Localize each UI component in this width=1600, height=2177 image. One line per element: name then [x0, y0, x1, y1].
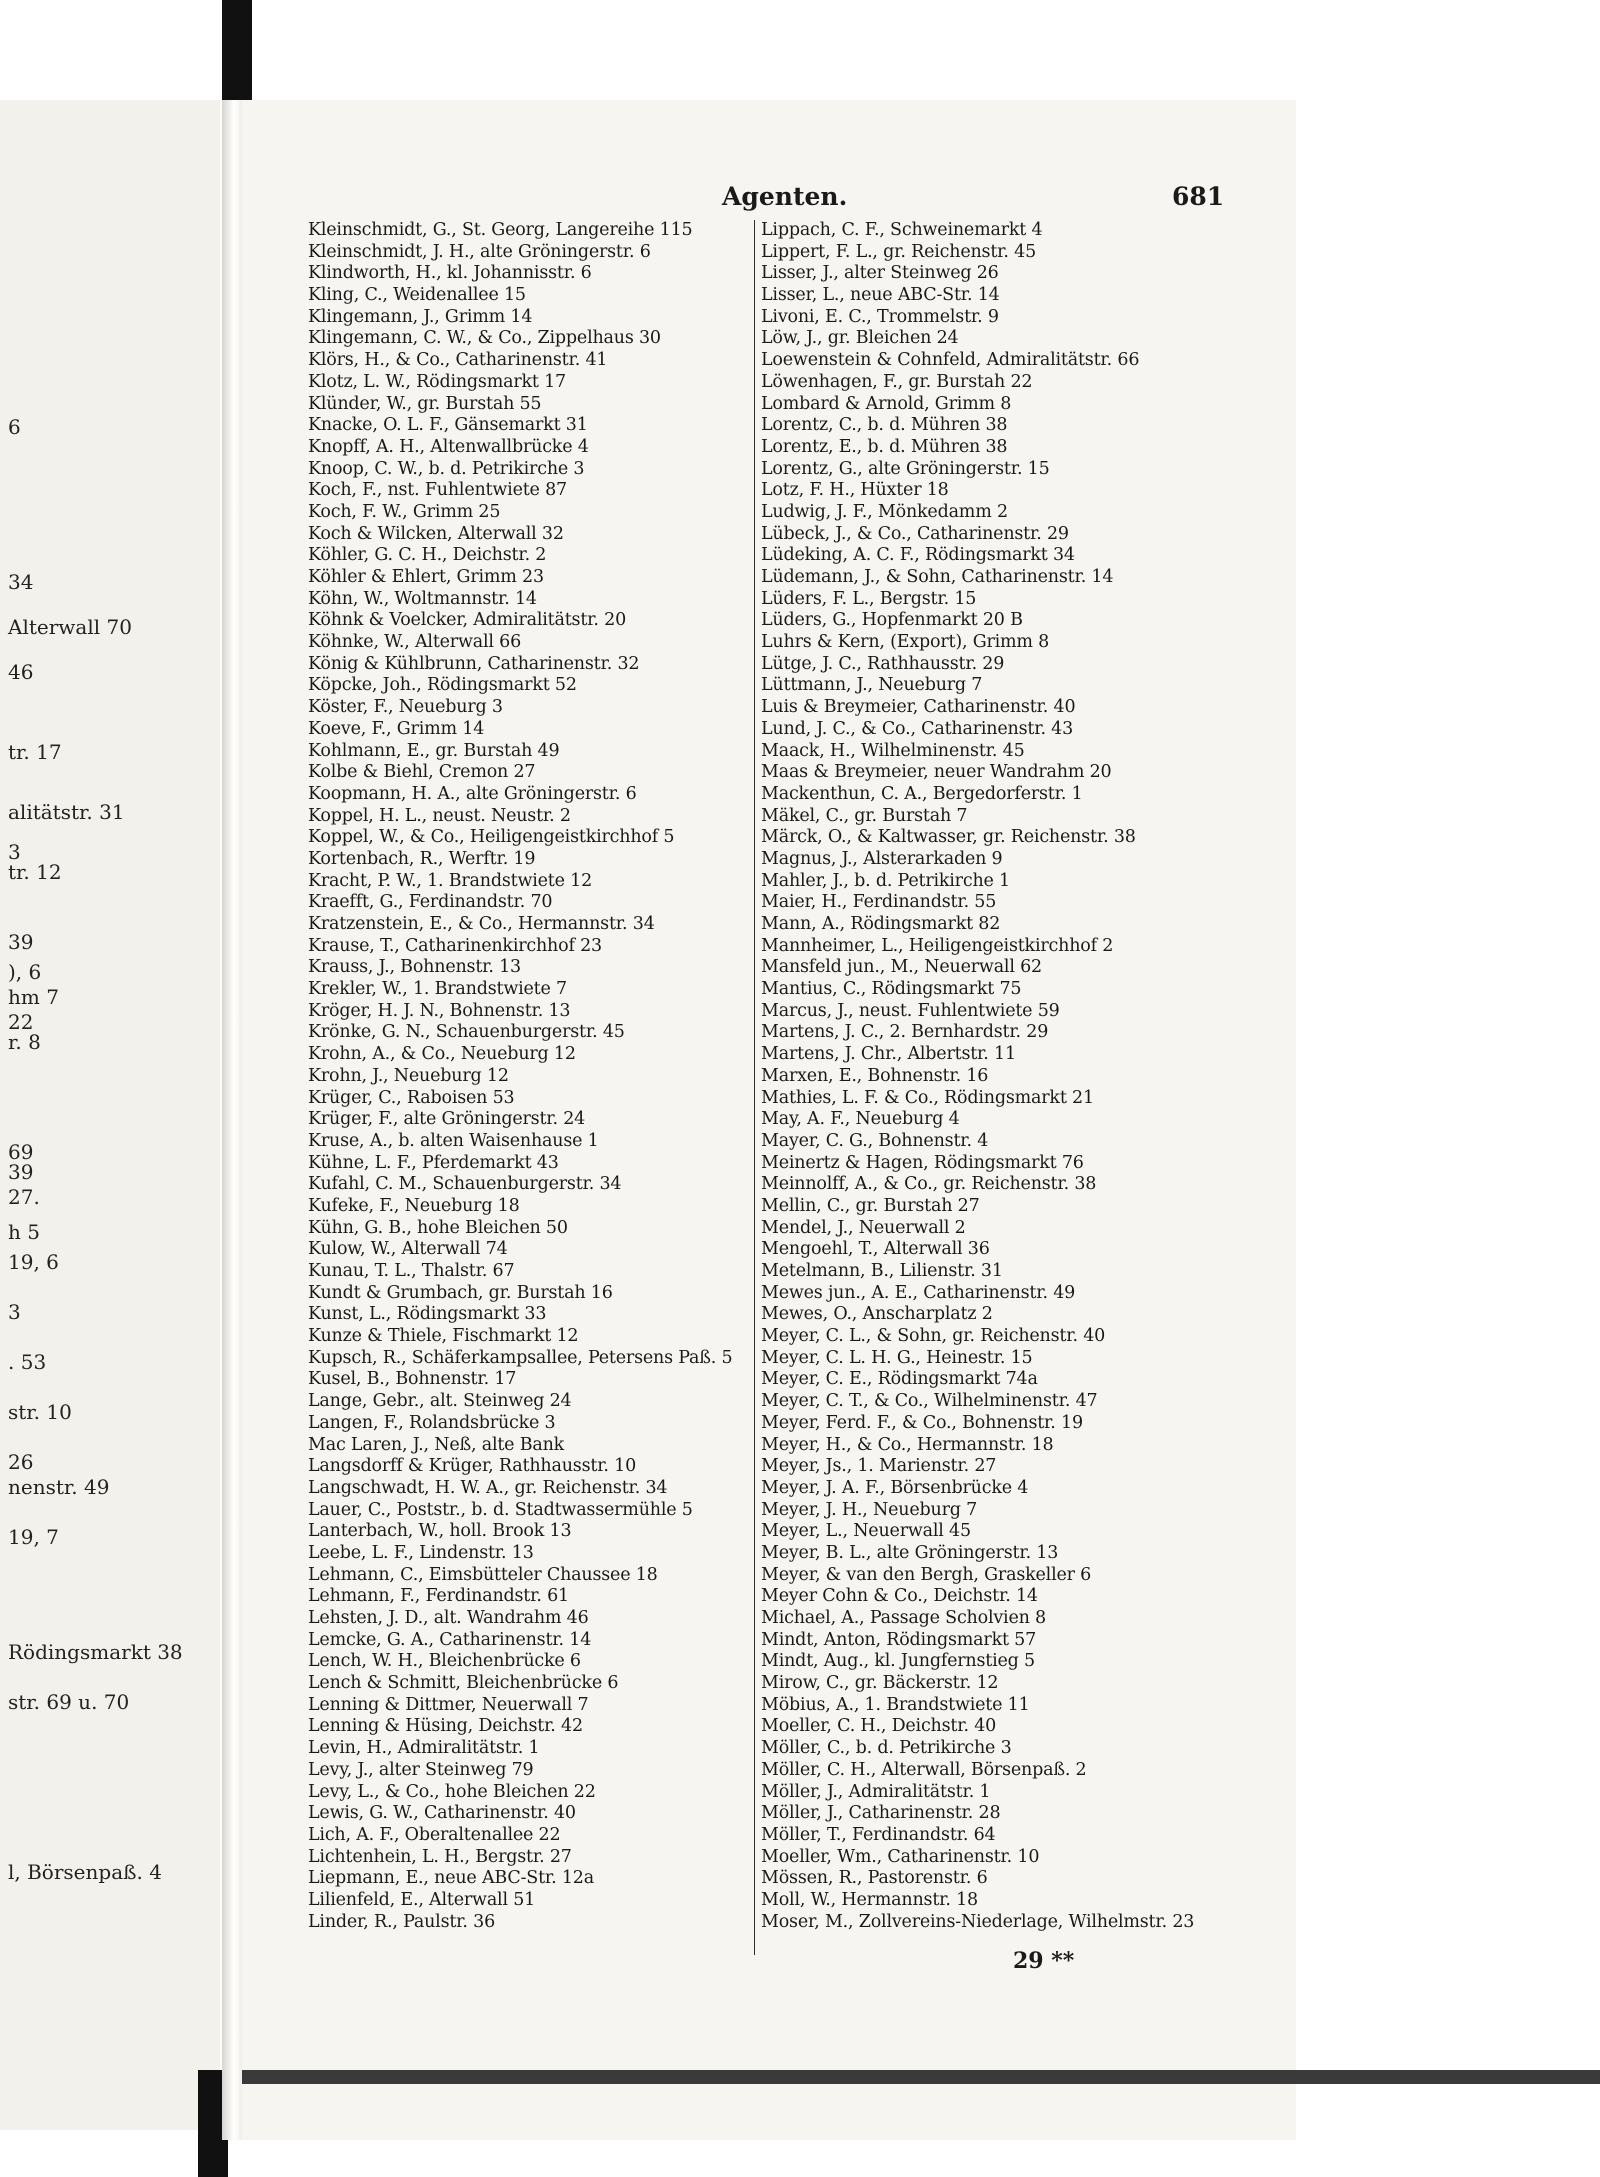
directory-entry: Krüger, F., alte Gröningerstr. 24 [308, 1109, 586, 1130]
directory-entry: Moeller, C. H., Deichstr. 40 [761, 1716, 997, 1737]
directory-entry: Lorentz, E., b. d. Mühren 38 [761, 436, 1008, 457]
directory-entry: May, A. F., Neueburg 4 [761, 1109, 960, 1130]
directory-entry: Möbius, A., 1. Brandstwiete 11 [761, 1694, 1030, 1715]
directory-entry: Martens, J. Chr., Albertstr. 11 [761, 1044, 1016, 1065]
left-page-fragment: 39 [8, 1160, 34, 1184]
left-page-fragment: tr. 17 [8, 740, 62, 764]
directory-entry: Lüders, F. L., Bergstr. 15 [761, 588, 977, 609]
directory-entry: Lehmann, F., Ferdinandstr. 61 [308, 1586, 569, 1607]
directory-entry: Lanterbach, W., holl. Brook 13 [308, 1521, 572, 1542]
directory-entry: Mäkel, C., gr. Burstah 7 [761, 805, 968, 826]
directory-entry: Levy, L., & Co., hohe Bleichen 22 [308, 1781, 596, 1802]
directory-entry: Kupsch, R., Schäferkampsallee, Petersens Paß. 5 [308, 1347, 733, 1368]
directory-entry: Koppel, W., & Co., Heiligengeistkirchhof 5 [308, 827, 675, 848]
directory-entry: Kunze & Thiele, Fischmarkt 12 [308, 1326, 579, 1347]
directory-entry: Märck, O., & Kaltwasser, gr. Reichenstr. 38 [761, 827, 1136, 848]
directory-entry: Krohn, A., & Co., Neueburg 12 [308, 1044, 576, 1065]
directory-entry: Maack, H., Wilhelminenstr. 45 [761, 740, 1025, 761]
directory-entry: Klingemann, C. W., & Co., Zippelhaus 30 [308, 328, 661, 349]
directory-entry: Möller, J., Admiralitätstr. 1 [761, 1781, 991, 1802]
left-page-fragment: 6 [8, 415, 21, 439]
signature-mark: 29 ** [1013, 1948, 1075, 1974]
directory-entry: Köhler, G. C. H., Deichstr. 2 [308, 545, 547, 566]
directory-entry: Lehmann, C., Eimsbütteler Chaussee 18 [308, 1564, 658, 1585]
directory-entry: Löwenhagen, F., gr. Burstah 22 [761, 371, 1033, 392]
directory-entry: Lichtenhein, L. H., Bergstr. 27 [308, 1846, 572, 1867]
directory-entry: Mindt, Aug., kl. Jungfernstieg 5 [761, 1651, 1035, 1672]
directory-entry: Lotz, F. H., Hüxter 18 [761, 480, 949, 501]
directory-entry: Kolbe & Biehl, Cremon 27 [308, 762, 536, 783]
directory-entry: Lench & Schmitt, Bleichenbrücke 6 [308, 1673, 619, 1694]
directory-entry: Meyer, C. E., Rödingsmarkt 74a [761, 1369, 1038, 1390]
left-page-fragment: 46 [8, 660, 34, 684]
directory-entry: Knacke, O. L. F., Gänsemarkt 31 [308, 415, 588, 436]
directory-entry: Loewenstein & Cohnfeld, Admiralitätstr. 66 [761, 350, 1140, 371]
directory-entry: Meyer, & van den Bergh, Graskeller 6 [761, 1564, 1092, 1585]
directory-entry: Mewes, O., Anscharplatz 2 [761, 1304, 993, 1325]
directory-entry: Meyer, J. H., Neueburg 7 [761, 1499, 978, 1520]
directory-entry: Klotz, L. W., Rödingsmarkt 17 [308, 371, 566, 392]
directory-entry: Köhnk & Voelcker, Admiralitätstr. 20 [308, 610, 627, 631]
left-page-fragment: 19, 6 [8, 1250, 59, 1274]
directory-entry: Lauer, C., Poststr., b. d. Stadtwassermühle 5 [308, 1499, 693, 1520]
directory-entry: Kühne, L. F., Pferdemarkt 43 [308, 1152, 559, 1173]
page-fold [222, 100, 242, 2140]
left-binding-bar-top [222, 0, 252, 100]
directory-entry: Kraefft, G., Ferdinandstr. 70 [308, 892, 553, 913]
directory-entry: Linder, R., Paulstr. 36 [308, 1911, 496, 1932]
directory-entry: Krekler, W., 1. Brandstwiete 7 [308, 979, 567, 1000]
directory-entry: Kling, C., Weidenallee 15 [308, 285, 526, 306]
directory-entry: Krause, T., Catharinenkirchhof 23 [308, 935, 602, 956]
left-page-fragment: 3 [8, 840, 21, 864]
left-page-edge [0, 100, 220, 2130]
directory-entry: Liepmann, E., neue ABC-Str. 12a [308, 1868, 594, 1889]
directory-entry: Meinertz & Hagen, Rödingsmarkt 76 [761, 1152, 1084, 1173]
directory-entry: Kühn, G. B., hohe Bleichen 50 [308, 1217, 568, 1238]
bottom-scan-edge [242, 2070, 1600, 2084]
directory-entry: Klingemann, J., Grimm 14 [308, 306, 533, 327]
directory-entry: Lilienfeld, E., Alterwall 51 [308, 1889, 536, 1910]
directory-entry: Maier, H., Ferdinandstr. 55 [761, 892, 997, 913]
left-page-fragment: tr. 12 [8, 860, 62, 884]
directory-entry: Mayer, C. G., Bohnenstr. 4 [761, 1130, 989, 1151]
left-page-fragment: l, Börsenpaß. 4 [8, 1860, 162, 1884]
directory-entry: Kortenbach, R., Werftr. 19 [308, 848, 536, 869]
directory-entry: Koopmann, H. A., alte Gröningerstr. 6 [308, 783, 637, 804]
directory-entry: Lange, Gebr., alt. Steinweg 24 [308, 1391, 572, 1412]
left-page-fragment: 27. [8, 1185, 40, 1209]
directory-entry: Mewes jun., A. E., Catharinenstr. 49 [761, 1282, 1076, 1303]
running-header-title: Agenten. [722, 182, 848, 211]
left-page-fragment: hm 7 [8, 985, 59, 1009]
directory-entry: Langsdorff & Krüger, Rathhausstr. 10 [308, 1456, 637, 1477]
directory-entry: Lisser, J., alter Steinweg 26 [761, 263, 999, 284]
directory-entry: Mansfeld jun., M., Neuerwall 62 [761, 957, 1042, 978]
directory-entry: Meyer, Js., 1. Marienstr. 27 [761, 1456, 997, 1477]
directory-entry: Mac Laren, J., Neß, alte Bank [308, 1434, 565, 1455]
directory-entry: Meyer, L., Neuerwall 45 [761, 1521, 971, 1542]
directory-entry: Lüdemann, J., & Sohn, Catharinenstr. 14 [761, 567, 1114, 587]
directory-entry: Mirow, C., gr. Bäckerstr. 12 [761, 1673, 999, 1694]
directory-entry: König & Kühlbrunn, Catharinenstr. 32 [308, 653, 640, 674]
directory-entry: Meyer, C. L. H. G., Heinestr. 15 [761, 1347, 1033, 1368]
directory-entry: Meyer, C. T., & Co., Wilhelminenstr. 47 [761, 1391, 1098, 1412]
directory-entry: Koch, F., nst. Fuhlentwiete 87 [308, 480, 567, 501]
directory-entry: Kufahl, C. M., Schauenburgerstr. 34 [308, 1174, 622, 1195]
left-page-fragment: str. 69 u. 70 [8, 1690, 130, 1714]
directory-entry: Köhn, W., Woltmannstr. 14 [308, 588, 537, 609]
directory-entry: Lorentz, G., alte Gröningerstr. 15 [761, 458, 1050, 479]
directory-entry: Kröger, H. J. N., Bohnenstr. 13 [308, 1000, 571, 1021]
directory-entry: Mengoehl, T., Alterwall 36 [761, 1239, 990, 1260]
left-page-fragment: . 53 [8, 1350, 47, 1374]
directory-entry: Kleinschmidt, J. H., alte Gröningerstr. 6 [308, 241, 651, 262]
directory-entry: Lund, J. C., & Co., Catharinenstr. 43 [761, 718, 1074, 739]
directory-entry: Lüttmann, J., Neueburg 7 [761, 675, 983, 696]
directory-entry: Meyer Cohn & Co., Deichstr. 14 [761, 1586, 1038, 1607]
directory-entry: Lenning & Dittmer, Neuerwall 7 [308, 1694, 589, 1715]
directory-entry: Lippach, C. F., Schweinemarkt 4 [761, 220, 1043, 240]
directory-entry: Moeller, Wm., Catharinenstr. 10 [761, 1846, 1040, 1867]
directory-entry: Lench, W. H., Bleichenbrücke 6 [308, 1651, 581, 1672]
directory-entry: Klünder, W., gr. Burstah 55 [308, 393, 542, 414]
directory-entry: Koch, F. W., Grimm 25 [308, 501, 501, 522]
directory-entry: Kunau, T. L., Thalstr. 67 [308, 1261, 515, 1281]
directory-entry: Mantius, C., Rödingsmarkt 75 [761, 979, 1022, 1000]
left-page-fragment: h 5 [8, 1220, 40, 1244]
directory-entry: Marxen, E., Bohnenstr. 16 [761, 1065, 989, 1086]
directory-entry: Möller, T., Ferdinandstr. 64 [761, 1824, 996, 1845]
directory-entry: Lippert, F. L., gr. Reichenstr. 45 [761, 241, 1037, 262]
directory-entry: Maas & Breymeier, neuer Wandrahm 20 [761, 762, 1112, 783]
directory-entry: Moser, M., Zollvereins-Niederlage, Wilhelmstr. 23 [761, 1911, 1195, 1932]
directory-entry: Mann, A., Rödingsmarkt 82 [761, 914, 1001, 934]
directory-entry: Mannheimer, L., Heiligengeistkirchhof 2 [761, 935, 1114, 956]
directory-entry: Lemcke, G. A., Catharinenstr. 14 [308, 1629, 592, 1650]
directory-entry: Kruse, A., b. alten Waisenhause 1 [308, 1130, 599, 1151]
directory-entry: Meyer, H., & Co., Hermannstr. 18 [761, 1434, 1054, 1455]
directory-entry: Martens, J. C., 2. Bernhardstr. 29 [761, 1022, 1049, 1043]
directory-entry: Mindt, Anton, Rödingsmarkt 57 [761, 1629, 1037, 1650]
directory-entry: Kracht, P. W., 1. Brandstwiete 12 [308, 870, 593, 891]
directory-entry: Livoni, E. C., Trommelstr. 9 [761, 306, 999, 327]
directory-entry: Möller, C., b. d. Petrikirche 3 [761, 1738, 1012, 1759]
directory-entry: Kleinschmidt, G., St. Georg, Langereihe 115 [308, 220, 693, 240]
directory-entry: Moll, W., Hermannstr. 18 [761, 1889, 978, 1910]
directory-entry: Krauss, J., Bohnenstr. 13 [308, 957, 521, 978]
directory-entry: Köpcke, Joh., Rödingsmarkt 52 [308, 675, 577, 696]
directory-entry: Möller, J., Catharinenstr. 28 [761, 1803, 1001, 1824]
directory-entry: Magnus, J., Alsterarkaden 9 [761, 848, 1003, 869]
directory-entry: Kundt & Grumbach, gr. Burstah 16 [308, 1282, 613, 1303]
directory-entry: Krüger, C., Raboisen 53 [308, 1087, 515, 1108]
directory-entry: Mendel, J., Neuerwall 2 [761, 1217, 966, 1238]
directory-entry: Mellin, C., gr. Burstah 27 [761, 1195, 980, 1216]
directory-entry: Koch & Wilcken, Alterwall 32 [308, 523, 564, 544]
directory-entry: Meinnolff, A., & Co., gr. Reichenstr. 38 [761, 1174, 1097, 1195]
directory-entry: Meyer, J. A. F., Börsenbrücke 4 [761, 1477, 1029, 1498]
left-page-fragment: str. 10 [8, 1400, 72, 1424]
left-page-fragment: 22 [8, 1010, 34, 1034]
directory-entry: Meyer, Ferd. F., & Co., Bohnenstr. 19 [761, 1412, 1083, 1433]
directory-entry: Löw, J., gr. Bleichen 24 [761, 328, 959, 349]
directory-entry: Leebe, L. F., Lindenstr. 13 [308, 1542, 534, 1563]
directory-entry: Mössen, R., Pastorenstr. 6 [761, 1868, 988, 1889]
directory-entry: Kunst, L., Rödingsmarkt 33 [308, 1304, 547, 1325]
directory-entry: Michael, A., Passage Scholvien 8 [761, 1608, 1046, 1628]
directory-entry: Klindworth, H., kl. Johannisstr. 6 [308, 263, 592, 284]
left-page-fragment: r. 8 [8, 1030, 41, 1054]
directory-column-right [754, 220, 1201, 1955]
directory-entry: Köhnke, W., Alterwall 66 [308, 632, 522, 653]
left-page-fragment: alitätstr. 31 [8, 800, 125, 824]
directory-entry: Lübeck, J., & Co., Catharinenstr. 29 [761, 523, 1069, 544]
left-page-fragment: 69 [8, 1140, 34, 1164]
directory-entry: Levin, H., Admiralitätstr. 1 [308, 1738, 540, 1759]
left-page-fragment: 39 [8, 930, 34, 954]
left-page-fragment: 26 [8, 1450, 34, 1474]
directory-entry: Lehsten, J. D., alt. Wandrahm 46 [308, 1608, 589, 1628]
left-page-fragment: Alterwall 70 [8, 615, 132, 639]
directory-entry: Krönke, G. N., Schauenburgerstr. 45 [308, 1022, 625, 1043]
left-page-fragment: Rödingsmarkt 38 [8, 1640, 183, 1664]
directory-entry: Metelmann, B., Lilienstr. 31 [761, 1261, 1003, 1281]
directory-entry: Kratzenstein, E., & Co., Hermannstr. 34 [308, 914, 655, 934]
directory-entry: Langen, F., Rolandsbrücke 3 [308, 1412, 556, 1433]
directory-entry: Mahler, J., b. d. Petrikirche 1 [761, 870, 1010, 891]
directory-entry: Meyer, C. L., & Sohn, gr. Reichenstr. 40 [761, 1326, 1106, 1347]
directory-column-left [308, 220, 748, 1933]
directory-entry: Lüders, G., Hopfenmarkt 20 B [761, 610, 1023, 631]
directory-entry: Lewis, G. W., Catharinenstr. 40 [308, 1803, 576, 1824]
directory-entry: Knopff, A. H., Altenwallbrücke 4 [308, 436, 589, 457]
directory-entry: Koeve, F., Grimm 14 [308, 718, 485, 739]
directory-entry: Köhler & Ehlert, Grimm 23 [308, 567, 544, 587]
left-page-fragment: 19, 7 [8, 1525, 59, 1549]
directory-entry: Kusel, B., Bohnenstr. 17 [308, 1369, 517, 1390]
directory-entry: Ludwig, J. F., Mönkedamm 2 [761, 501, 1008, 522]
left-page-fragment: nenstr. 49 [8, 1475, 110, 1499]
directory-entry: Kufeke, F., Neueburg 18 [308, 1195, 520, 1216]
directory-entry: Lombard & Arnold, Grimm 8 [761, 393, 1012, 414]
directory-entry: Lich, A. F., Oberaltenallee 22 [308, 1824, 561, 1845]
directory-entry: Lorentz, C., b. d. Mühren 38 [761, 415, 1008, 436]
page-number: 681 [1172, 182, 1225, 211]
directory-entry: Levy, J., alter Steinweg 79 [308, 1759, 534, 1780]
directory-entry: Koppel, H. L., neust. Neustr. 2 [308, 805, 571, 826]
left-page-fragment: ), 6 [8, 960, 42, 984]
directory-entry: Meyer, B. L., alte Gröningerstr. 13 [761, 1542, 1059, 1563]
directory-entry: Langschwadt, H. W. A., gr. Reichenstr. 34 [308, 1477, 668, 1498]
directory-entry: Kulow, W., Alterwall 74 [308, 1239, 508, 1260]
directory-entry: Marcus, J., neust. Fuhlentwiete 59 [761, 1000, 1060, 1021]
directory-entry: Lüdeking, A. C. F., Rödingsmarkt 34 [761, 545, 1075, 566]
directory-entry: Lütge, J. C., Rathhausstr. 29 [761, 653, 1005, 674]
left-page-fragment: 3 [8, 1300, 21, 1324]
left-page-fragment: 34 [8, 570, 34, 594]
directory-entry: Knoop, C. W., b. d. Petrikirche 3 [308, 458, 585, 479]
directory-entry: Lenning & Hüsing, Deichstr. 42 [308, 1716, 583, 1737]
directory-entry: Lisser, L., neue ABC-Str. 14 [761, 285, 1000, 306]
directory-entry: Krohn, J., Neueburg 12 [308, 1065, 509, 1086]
directory-entry: Mathies, L. F. & Co., Rödingsmarkt 21 [761, 1087, 1094, 1108]
directory-entry: Köster, F., Neueburg 3 [308, 697, 503, 718]
directory-entry: Luhrs & Kern, (Export), Grimm 8 [761, 632, 1050, 653]
directory-entry: Kohlmann, E., gr. Burstah 49 [308, 740, 560, 761]
directory-entry: Klörs, H., & Co., Catharinenstr. 41 [308, 350, 608, 371]
directory-entry: Möller, C. H., Alterwall, Börsenpaß. 2 [761, 1759, 1087, 1780]
directory-entry: Mackenthun, C. A., Bergedorferstr. 1 [761, 783, 1083, 804]
directory-entry: Luis & Breymeier, Catharinenstr. 40 [761, 697, 1076, 718]
